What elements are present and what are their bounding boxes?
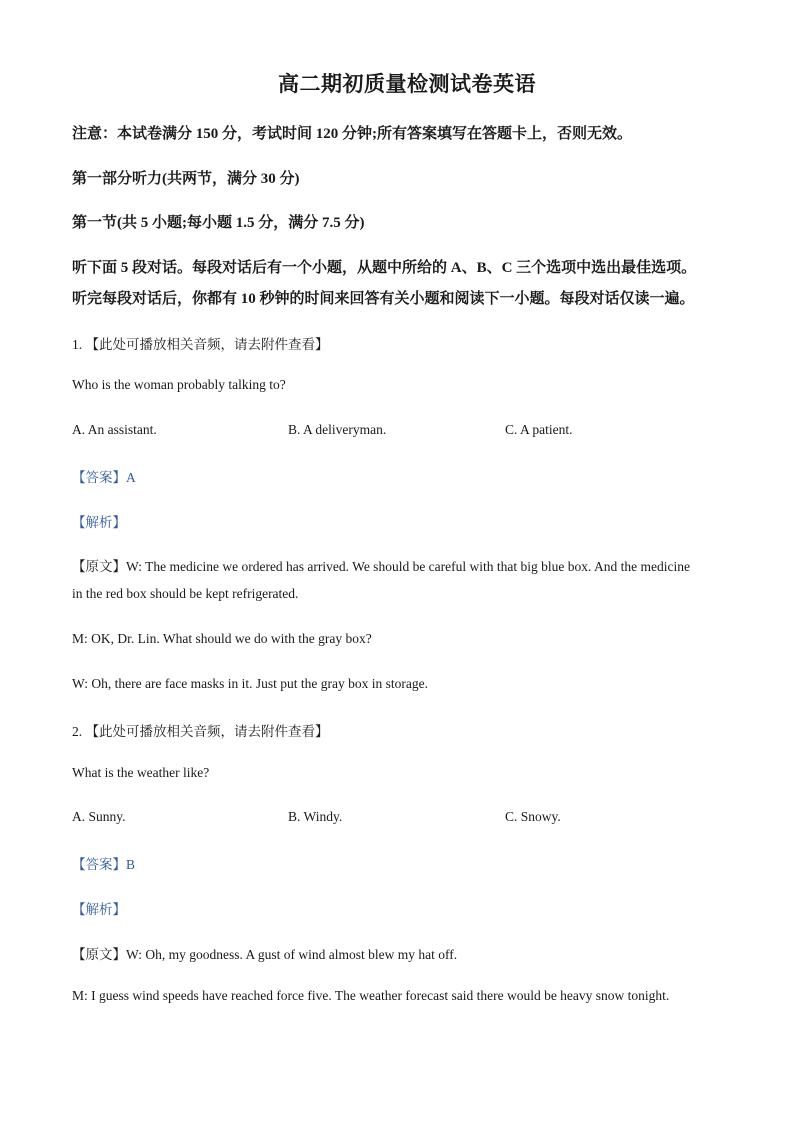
page-title: 高二期初质量检测试卷英语: [278, 72, 536, 96]
question-1-analysis-label: 【解析】: [72, 515, 126, 530]
question-1-transcript-line-4: W: Oh, there are face masks in it. Just put the gray box in storage.: [72, 676, 429, 691]
question-2-option-a: A. Sunny.: [72, 809, 126, 824]
question-1-prompt: Who is the woman probably talking to?: [72, 377, 286, 392]
question-2-answer: 【答案】B: [72, 857, 136, 872]
question-2-transcript-line-2: M: I guess wind speeds have reached force five. The weather forecast said there would be heavy snow tonight.: [72, 988, 670, 1003]
question-1-option-c: C. A patient.: [505, 422, 573, 437]
section-heading: 第一节(共 5 小题;每小题 1.5 分，满分 7.5 分): [72, 215, 365, 231]
question-1-transcript-line-3: M: OK, Dr. Lin. What should we do with the gray box?: [72, 631, 372, 646]
question-2-label: 2. 【此处可播放相关音频，请去附件查看】: [72, 724, 329, 739]
question-1-transcript-line-2: in the red box should be kept refrigerated.: [72, 586, 299, 601]
question-2-option-b: B. Windy.: [288, 809, 343, 824]
question-2-prompt: What is the weather like?: [72, 765, 210, 780]
question-1-answer: 【答案】A: [72, 470, 136, 485]
question-2-transcript-line-1: 【原文】W: Oh, my goodness. A gust of wind almost blew my hat off.: [72, 947, 458, 962]
question-1-option-a: A. An assistant.: [72, 422, 157, 437]
notice-text: 注意：本试卷满分 150 分，考试时间 120 分钟;所有答案填写在答题卡上，否则无效。: [72, 126, 632, 142]
question-2-option-c: C. Snowy.: [505, 809, 561, 824]
question-1-label: 1. 【此处可播放相关音频，请去附件查看】: [72, 337, 329, 352]
instructions-line-1: 听下面 5 段对话。每段对话后有一个小题，从题中所给的 A、B、C 三个选项中选出最佳选项。: [72, 260, 697, 276]
question-2-analysis-label: 【解析】: [72, 902, 126, 917]
question-1-transcript-line-1: 【原文】W: The medicine we ordered has arrived. We should be careful with that big blue box. And the medicine: [72, 559, 690, 574]
question-1-option-b: B. A deliveryman.: [288, 422, 387, 437]
instructions-line-2: 听完每段对话后，你都有 10 秒钟的时间来回答有关小题和阅读下一小题。每段对话仅读一遍。: [72, 291, 695, 307]
part-heading: 第一部分听力(共两节，满分 30 分): [72, 171, 300, 187]
